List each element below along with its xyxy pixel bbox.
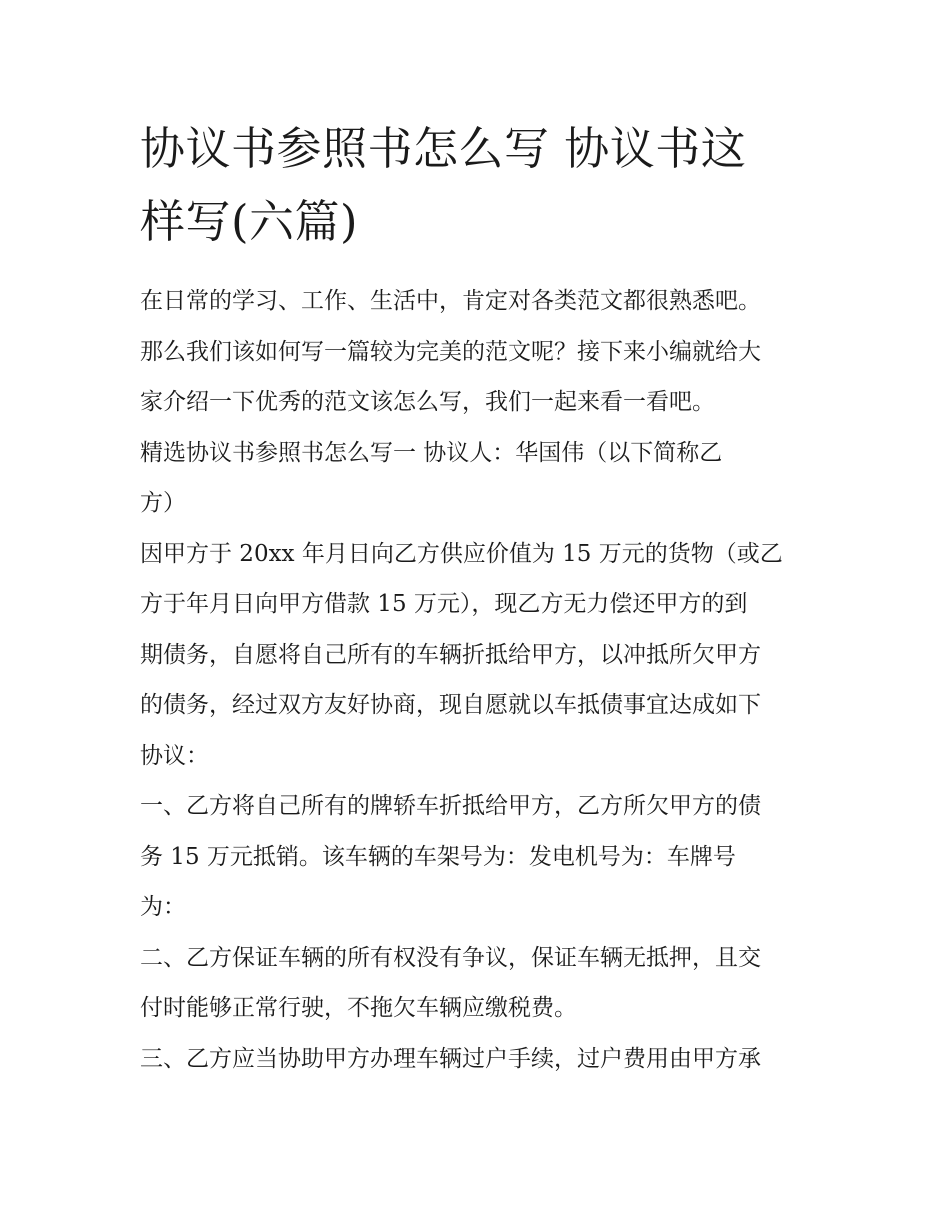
- document-title: 协议书参照书怎么写 协议书这 样写(六篇): [140, 122, 747, 248]
- document-body: 在日常的学习、工作、生活中，肯定对各类范文都很熟悉吧。 那么我们该如何写一篇较为完美的范文呢？接下来小编就给大 家介绍一下优秀的范文该怎么写，我们一起来看一看吧。 精选协议书参照书怎么写一 协议人：华国伟（以下简称乙 方） 因甲方于 20xx 年月日向乙方供应价值为 15 万元的货物（或乙 方于年月日向甲方借款 15 万元），现乙方无力偿还甲方的到 期债务，自愿将自己所有的车辆折抵给甲方，以冲抵所欠甲方 的债务，经过双方友好协商，现自愿就以车抵债事宜达成如下 协议： 一、乙方将自己所有的牌轿车折抵给甲方，乙方所欠甲方的债 务 15 万元抵销。该车辆的车架号为：发电机号为：车牌号 为： 二、乙方保证车辆的所有权没有争议，保证车辆无抵押，且交 付时能够正常行驶，不拖欠车辆应缴税费。 三、乙方应当协助甲方办理车辆过户手续，过户费用由甲方承: [140, 288, 783, 1072]
